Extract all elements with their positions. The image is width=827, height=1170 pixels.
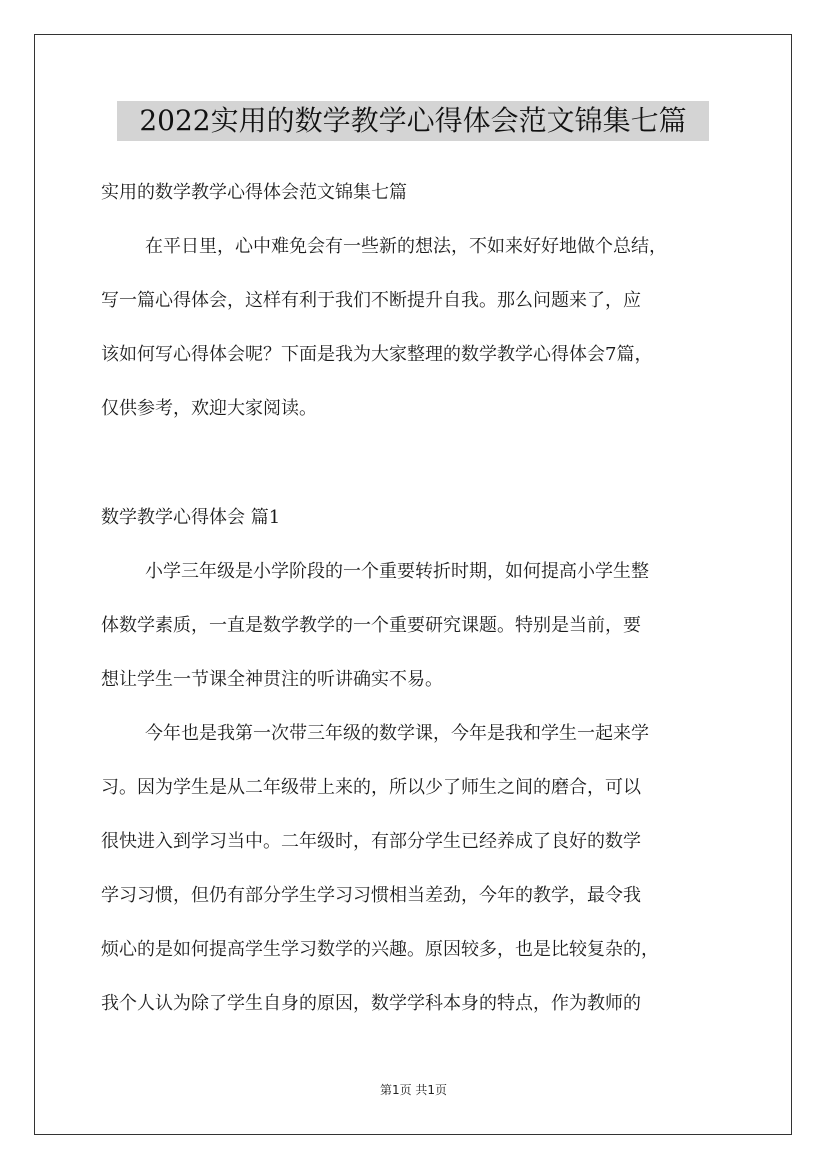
- paragraph2-line: 今年也是我第一次带三年级的数学课，今年是我和学生一起来学: [145, 723, 649, 744]
- section-heading: 数学教学心得体会 篇1: [101, 507, 281, 528]
- intro-line: 写一篇心得体会，这样有利于我们不断提升自我。那么问题来了，应: [101, 290, 641, 311]
- page-number: 第1页 共1页: [379, 1083, 448, 1097]
- paragraph2-line: 学习习惯，但仍有部分学生学习习惯相当差劲，今年的教学，最令我: [101, 885, 641, 906]
- intro-line: 仅供参考，欢迎大家阅读。: [101, 398, 317, 419]
- intro-line: 该如何写心得体会呢？下面是我为大家整理的数学教学心得体会7篇，: [101, 344, 653, 365]
- intro-line: 在平日里，心中难免会有一些新的想法，不如来好好地做个总结，: [145, 236, 667, 257]
- paragraph1-line: 体数学素质，一直是数学教学的一个重要研究课题。特别是当前，要: [101, 615, 641, 636]
- paragraph1-line: 小学三年级是小学阶段的一个重要转折时期，如何提高小学生整: [145, 561, 649, 582]
- document-title: 2022实用的数学教学心得体会范文锦集七篇: [117, 101, 709, 141]
- paragraph2-line: 我个人认为除了学生自身的原因，数学学科本身的特点，作为教师的: [101, 993, 641, 1014]
- paragraph1-line: 想让学生一节课全神贯注的听讲确实不易。: [101, 669, 443, 690]
- paragraph2-line: 很快进入到学习当中。二年级时，有部分学生已经养成了良好的数学: [101, 831, 641, 852]
- paragraph2-line: 烦心的是如何提高学生学习数学的兴趣。原因较多，也是比较复杂的，: [101, 939, 659, 960]
- paragraph2-line: 习。因为学生是从二年级带上来的，所以少了师生之间的磨合，可以: [101, 777, 641, 798]
- document-subtitle: 实用的数学教学心得体会范文锦集七篇: [101, 182, 407, 203]
